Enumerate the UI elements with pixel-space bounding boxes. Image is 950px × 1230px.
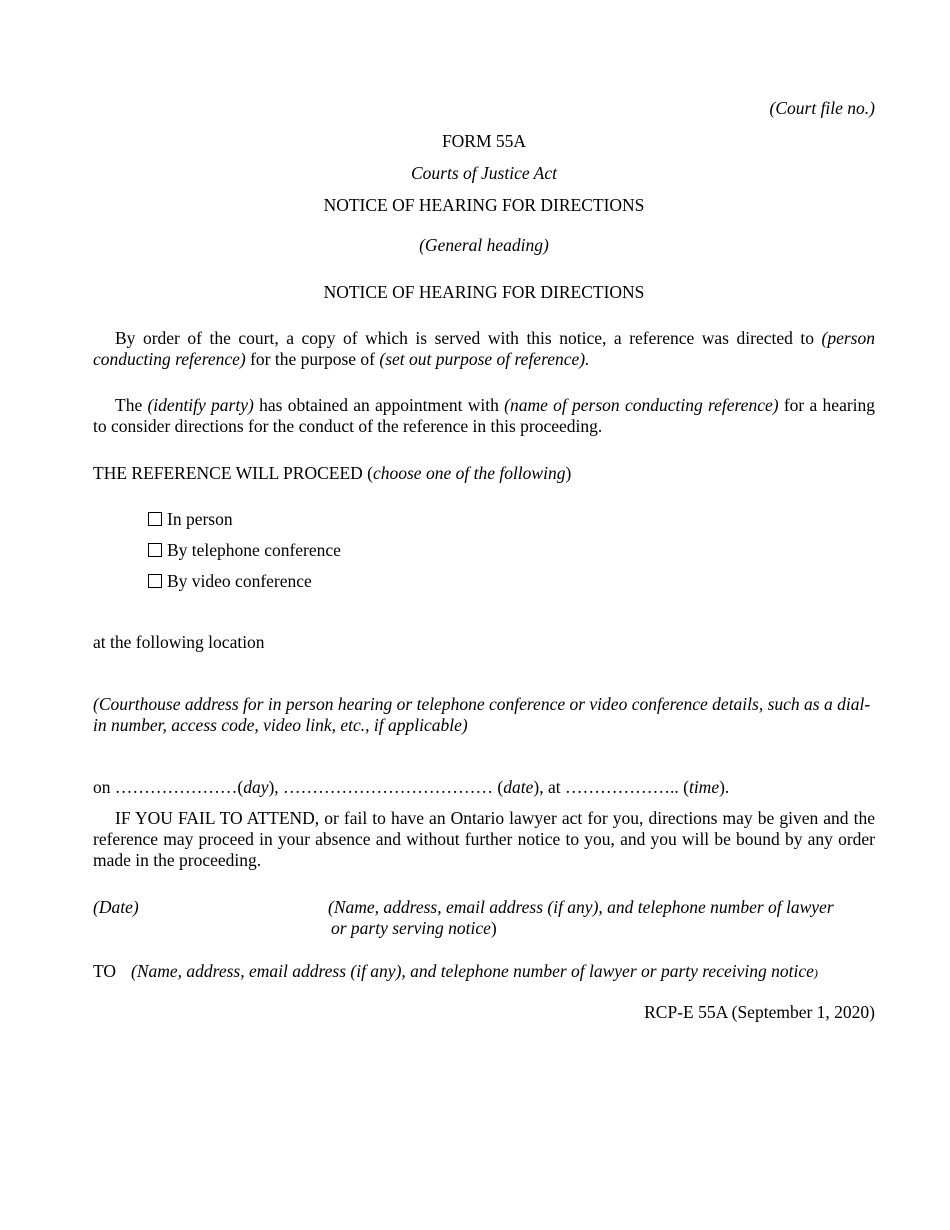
- when-day: day: [243, 777, 269, 797]
- serving-party-close: ): [490, 918, 497, 938]
- proceed-instruction: choose one of the following: [372, 463, 566, 483]
- when-on: on …………………(: [93, 777, 244, 797]
- serving-party-text: or party serving notice: [331, 918, 491, 938]
- fail-to-attend-paragraph: IF YOU FAIL TO ATTEND, or fail to have an Ontario lawyer act for you, directions may be given and the reference may proceed in your absence and without further notice to you, and you will be bound by any order made in the proceeding.: [93, 808, 875, 870]
- proceed-lead: THE REFERENCE WILL PROCEED (: [93, 463, 373, 483]
- option-label: In person: [167, 509, 233, 529]
- hearing-when-line: [93, 777, 729, 798]
- receiving-party-close: ): [813, 966, 818, 980]
- person-conducting-reference-placeholder: (person conducting reference): [93, 328, 875, 369]
- act-name: Courts of Justice Act: [411, 163, 557, 183]
- reference-person-placeholder: (name of person conducting reference): [504, 395, 779, 415]
- appointment-text-3: for a hearing to consider directions for the conduct of the reference in this proceeding.: [93, 395, 876, 436]
- reference-text-1: By order of the court, a copy of which is served with this notice, a reference was directed to: [115, 328, 822, 348]
- form-number: FORM 55A: [441, 131, 527, 151]
- when-time: time: [688, 777, 720, 797]
- serving-party-line2: [331, 918, 497, 939]
- proceed-close: ): [565, 463, 572, 483]
- general-heading: (General heading): [419, 235, 549, 255]
- when-mid1: ), ……………………………… (: [268, 777, 504, 797]
- checkbox[interactable]: [148, 512, 162, 526]
- court-file-number: (Court file no.): [769, 98, 875, 118]
- appointment-text-2: has obtained an appointment with: [253, 395, 505, 415]
- reference-text-2: for the purpose of: [245, 349, 380, 369]
- option-telephone[interactable]: [148, 540, 341, 561]
- option-label: By telephone conference: [167, 540, 341, 560]
- checkbox[interactable]: [148, 543, 162, 557]
- identify-party-placeholder: (identify party): [147, 395, 254, 415]
- to-label: TO: [93, 961, 117, 981]
- when-date: date: [503, 777, 534, 797]
- when-mid2: ), at ……………….. (: [533, 777, 689, 797]
- option-label: By video conference: [167, 571, 312, 591]
- location-details: (Courthouse address for in person hearing or telephone conference or video conference details, such as a dial-in number, access code, video link, etc., if applicable): [93, 694, 871, 735]
- receiving-party-text: (Name, address, email address (if any), and telephone number of lawyer or party receiving notice: [131, 961, 814, 981]
- appointment-text-1: The: [115, 395, 148, 415]
- reference-paragraph: [93, 328, 875, 370]
- purpose-placeholder: (set out purpose of reference).: [379, 349, 590, 369]
- serving-party-line1: (Name, address, email address (if any), and telephone number of lawyer: [328, 897, 834, 917]
- location-label: at the following location: [93, 632, 265, 652]
- proceed-heading: [93, 463, 571, 484]
- form-code: RCP-E 55A (September 1, 2020): [644, 1002, 875, 1022]
- when-end: ).: [719, 777, 730, 797]
- signature-date: (Date): [93, 897, 139, 917]
- option-in-person[interactable]: [148, 509, 233, 530]
- receiving-party: [131, 961, 818, 984]
- option-video[interactable]: [148, 571, 312, 592]
- appointment-paragraph: [93, 395, 875, 437]
- checkbox[interactable]: [148, 574, 162, 588]
- form-title: NOTICE OF HEARING FOR DIRECTIONS: [323, 195, 645, 215]
- notice-title: NOTICE OF HEARING FOR DIRECTIONS: [323, 282, 645, 302]
